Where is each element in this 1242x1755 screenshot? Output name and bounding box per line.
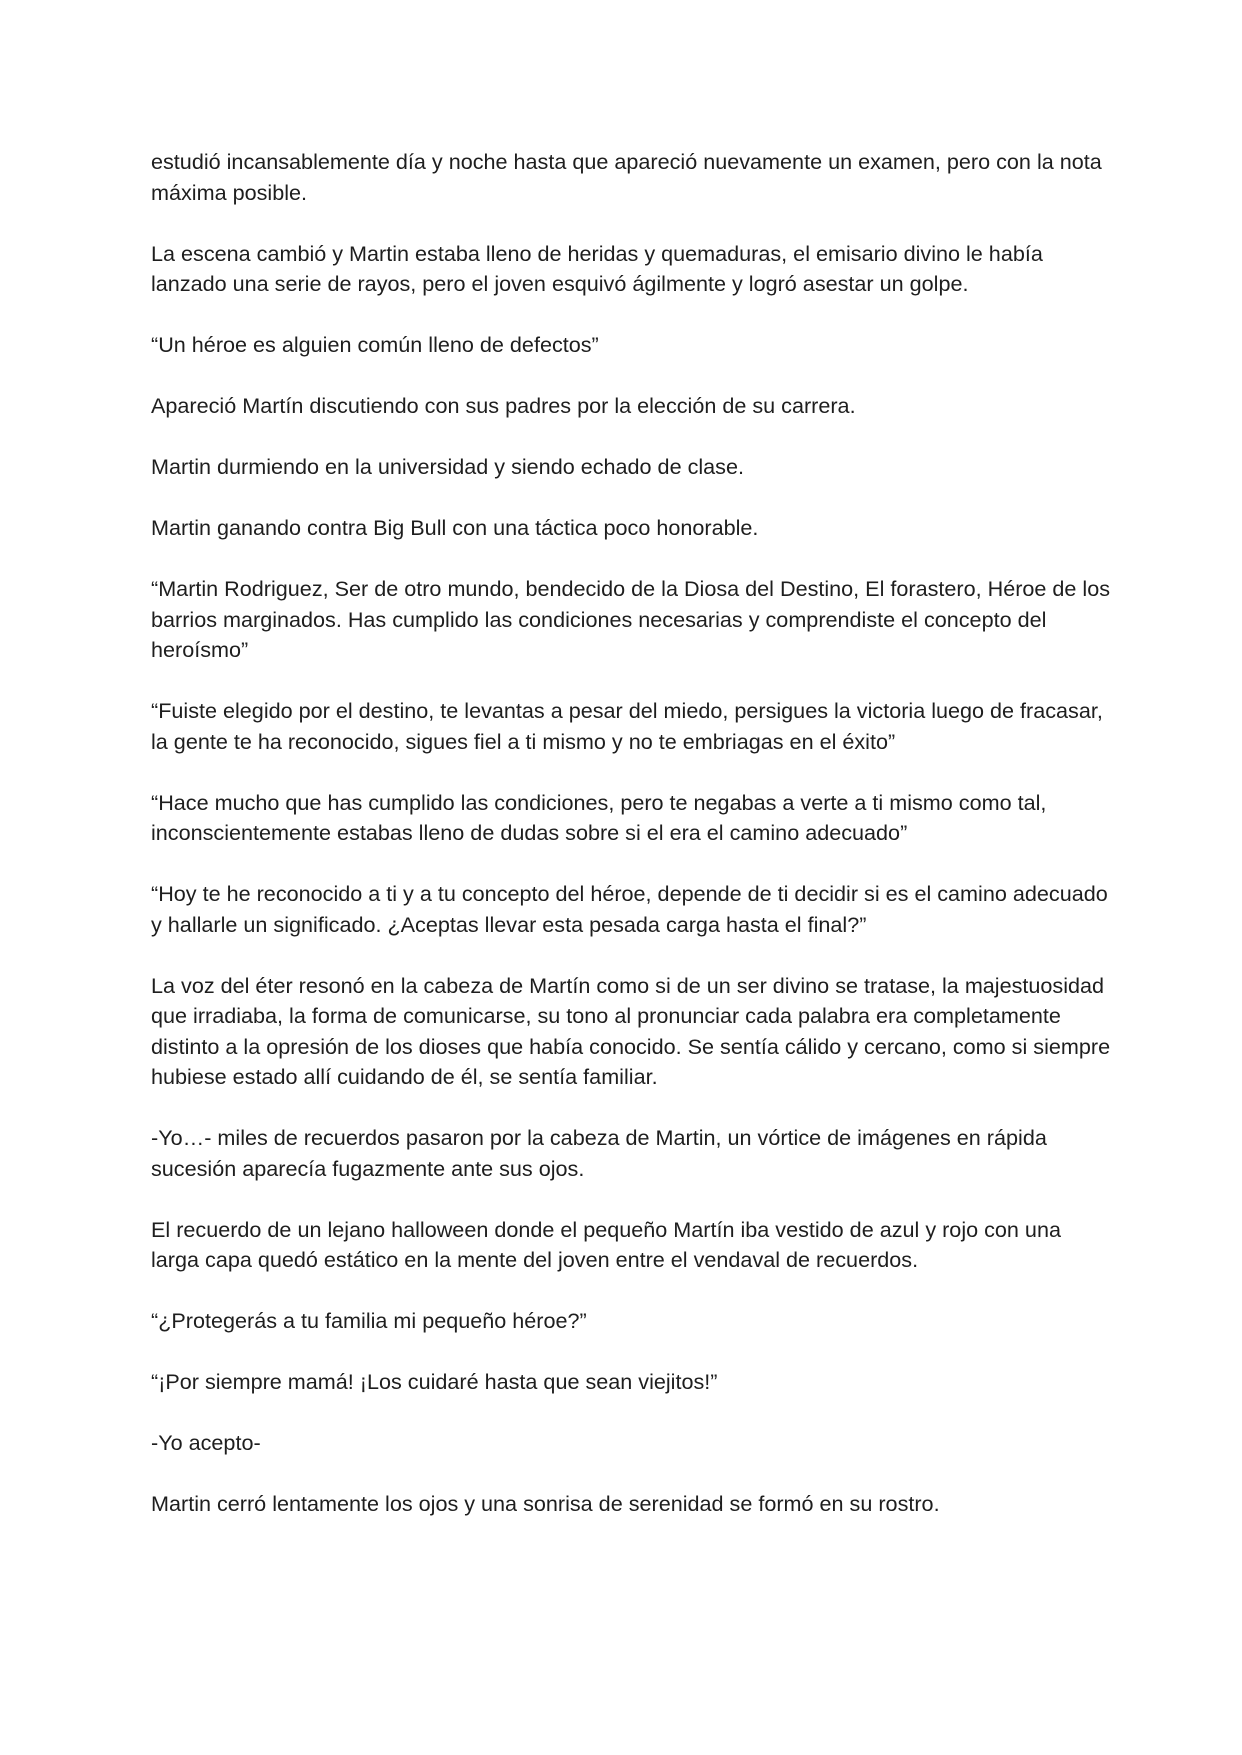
paragraph: Martin durmiendo en la universidad y siendo echado de clase.: [151, 454, 744, 479]
paragraph: Martin ganando contra Big Bull con una táctica poco honorable.: [151, 515, 759, 540]
paragraph: “Hace mucho que has cumplido las condiciones, pero te negabas a verte a ti mismo como tal, inconscientemente estabas lleno de dudas sobre si el era el camino adecuado”: [151, 789, 1047, 845]
document-body: [151, 147, 1111, 1520]
paragraph: Apareció Martín discutiendo con sus padres por la elección de su carrera.: [151, 393, 856, 418]
paragraph: -Yo…- miles de recuerdos pasaron por la cabeza de Martin, un vórtice de imágenes en rápida sucesión aparecía fugazmente ante sus ojos.: [151, 1125, 1047, 1181]
paragraph: Martin cerró lentamente los ojos y una sonrisa de serenidad se formó en su rostro.: [151, 1491, 940, 1516]
paragraph: La escena cambió y Martin estaba lleno de heridas y quemaduras, el emisario divino le había lanzado una serie de rayos, pero el joven esquivó ágilmente y logró asestar un golpe.: [151, 240, 1043, 296]
paragraph: -Yo acepto-: [151, 1430, 261, 1455]
paragraph: estudió incansablemente día y noche hasta que apareció nuevamente un examen, pero con la nota máxima posible.: [151, 149, 1102, 205]
paragraph: “Hoy te he reconocido a ti y a tu concepto del héroe, depende de ti decidir si es el camino adecuado y hallarle un significado. ¿Aceptas llevar esta pesada carga hasta el final?”: [151, 881, 1108, 937]
paragraph: “¿Protegerás a tu familia mi pequeño héroe?”: [151, 1308, 587, 1333]
paragraph: “Fuiste elegido por el destino, te levantas a pesar del miedo, persigues la victoria luego de fracasar, la gente te ha reconocido, sigues fiel a ti mismo y no te embriagas en el éxito”: [151, 698, 1103, 754]
paragraph: La voz del éter resonó en la cabeza de Martín como si de un ser divino se tratase, la majestuosidad que irradiaba, la forma de comunicarse, su tono al pronunciar cada palabra era completamente distinto a la opresión de los dioses que había conocido. Se sentía cálido y cercano, como si siempre hubiese estado allí cuidando de él, se sentía familiar.: [151, 972, 1111, 1089]
paragraph: “Martin Rodriguez, Ser de otro mundo, bendecido de la Diosa del Destino, El forastero, Héroe de los barrios marginados. Has cumplido las condiciones necesarias y comprendiste el concepto del heroísmo”: [151, 576, 1111, 662]
paragraph: El recuerdo de un lejano halloween donde el pequeño Martín iba vestido de azul y rojo con una larga capa quedó estático en la mente del joven entre el vendaval de recuerdos.: [151, 1216, 1061, 1272]
paragraph: “¡Por siempre mamá! ¡Los cuidaré hasta que sean viejitos!”: [151, 1369, 718, 1394]
paragraph: “Un héroe es alguien común lleno de defectos”: [151, 332, 599, 357]
